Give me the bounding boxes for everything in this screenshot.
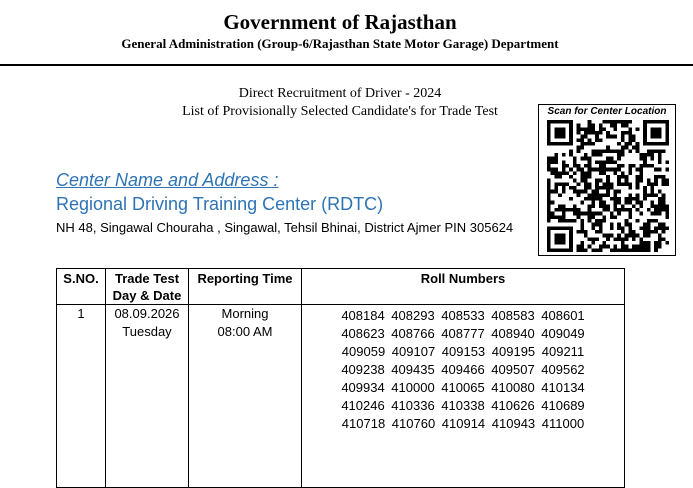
table-header-row — [57, 269, 625, 305]
roll-line: 409238 409435 409466 409507 409562 — [341, 362, 585, 377]
roll-line: 409059 409107 409153 409195 409211 — [341, 344, 585, 359]
list-title: List of Provisionally Selected Candidate's for Trade Test — [182, 104, 498, 119]
government-title: Government of Rajasthan — [223, 10, 457, 34]
qr-label: Scan for Center Location — [547, 106, 667, 117]
center-heading: Center Name and Address : — [56, 170, 279, 190]
roll-line: 408184 408293 408533 408583 408601 — [341, 308, 585, 323]
qr-code-icon[interactable] — [547, 120, 669, 252]
department-name: General Administration (Group-6/Rajasthan State Motor Garage) Department — [121, 36, 559, 51]
header-divider — [0, 64, 693, 66]
header-roll-numbers: Roll Numbers — [302, 269, 625, 305]
qr-panel — [538, 104, 676, 256]
recruitment-title: Direct Recruitment of Driver - 2024 — [238, 86, 442, 101]
row-session: Morning — [221, 306, 269, 321]
row-sno: 1 — [57, 305, 106, 488]
center-address: NH 48, Singawal Chouraha , Singawal, Tehsil Bhinai, District Ajmer PIN 305624 — [56, 220, 514, 235]
header-date: Trade Test Day & Date — [106, 269, 189, 305]
roll-line: 408623 408766 408777 408940 409049 — [341, 326, 585, 341]
row-roll-numbers — [302, 305, 625, 488]
header-sno: S.NO. — [57, 269, 106, 305]
row-day: Tuesday — [122, 324, 172, 339]
table-row — [57, 305, 625, 488]
row-date-cell — [106, 305, 189, 488]
schedule-table — [56, 268, 625, 488]
row-time-cell — [189, 305, 302, 488]
center-name: Regional Driving Training Center (RDTC) — [56, 194, 384, 214]
row-date: 08.09.2026 — [114, 306, 180, 321]
header-time: Reporting Time — [189, 269, 302, 305]
row-time: 08:00 AM — [217, 324, 273, 339]
roll-line: 410246 410336 410338 410626 410689 — [341, 398, 585, 413]
roll-line: 410718 410760 410914 410943 411000 — [341, 416, 585, 431]
roll-line: 409934 410000 410065 410080 410134 — [341, 380, 585, 395]
